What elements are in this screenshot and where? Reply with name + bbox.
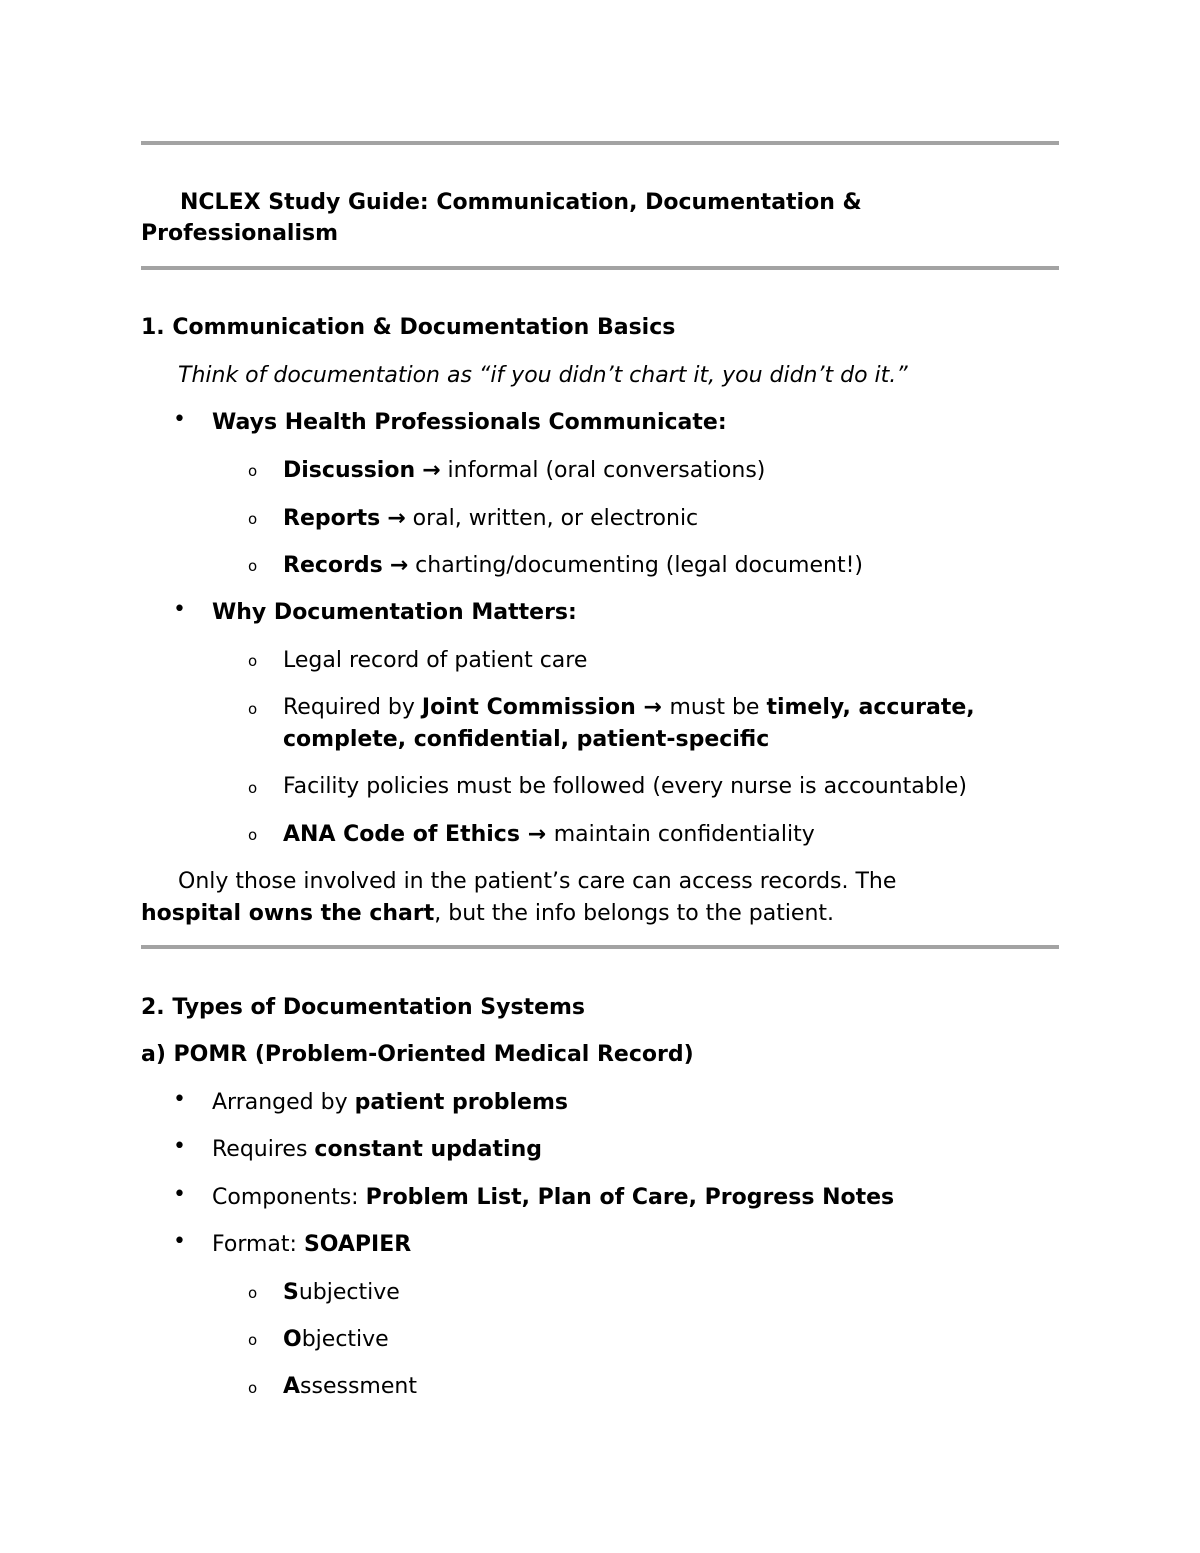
doc-title-line1: NCLEX Study Guide: Communication, Documentation & (180, 190, 862, 215)
item-term: Reports (283, 506, 381, 531)
text-span: patient problems (354, 1090, 568, 1115)
sub-bullet-icon: o (248, 700, 258, 718)
closing-line2 (141, 898, 834, 930)
section2-heading: 2. Types of Documentation Systems (141, 995, 586, 1020)
sub-bullet-icon: o (248, 510, 258, 528)
list-item (283, 503, 698, 535)
arrow-glyph: → (635, 695, 670, 720)
why-item-2 (283, 692, 975, 724)
why-item-2-cont: complete, confidential, patient-specific (283, 727, 770, 752)
sub-bullet-icon: o (248, 826, 258, 844)
text-span: , but the info belongs to the patient. (434, 901, 835, 926)
bullet-icon: • (173, 1182, 186, 1207)
text-span: Arranged by (212, 1090, 355, 1115)
text-span: hospital owns the chart (141, 901, 435, 926)
text-span: O (283, 1327, 302, 1352)
arrow-glyph: → (389, 553, 409, 578)
arrow-glyph: → (519, 822, 554, 847)
sub-bullet-icon: o (248, 1379, 258, 1397)
text-span: Components: (212, 1185, 366, 1210)
sub-bullet-icon: o (248, 557, 258, 575)
sub-bullet-icon: o (248, 1284, 258, 1302)
why-item-3: Facility policies must be followed (every nurse is accountable) (283, 774, 967, 799)
sub-bullet-icon: o (248, 462, 258, 480)
bullet-icon: • (173, 1134, 186, 1159)
closing-line1: Only those involved in the patient’s care can access records. The (178, 869, 897, 894)
bullet-icon: • (173, 1087, 186, 1112)
text-span: bjective (301, 1327, 389, 1352)
list-item (212, 1182, 894, 1214)
text-span: ANA Code of Ethics (283, 822, 520, 847)
text-span: timely, accurate, (766, 695, 975, 720)
text-span: ubjective (298, 1280, 400, 1305)
text-span: SOAPIER (303, 1232, 412, 1257)
arrow-glyph: → (387, 506, 406, 531)
why-label: Why Documentation Matters: (212, 600, 577, 625)
horizontal-rule (141, 945, 1059, 949)
text-span: maintain confidentiality (553, 822, 815, 847)
arrow-glyph: → (422, 458, 441, 483)
text-span: Requires (212, 1137, 315, 1162)
section2-subheading: a) POMR (Problem-Oriented Medical Record) (141, 1042, 694, 1067)
text-span: Problem List, Plan of Care, Progress Notes (365, 1185, 895, 1210)
item-term: Discussion (283, 458, 416, 483)
item-desc: informal (oral conversations) (440, 458, 766, 483)
text-span: Joint Commission (421, 695, 636, 720)
why-item-1: Legal record of patient care (283, 648, 588, 673)
ways-label: Ways Health Professionals Communicate: (212, 410, 727, 435)
list-item (212, 1087, 568, 1119)
list-item (212, 1229, 411, 1261)
bullet-icon: • (173, 1229, 186, 1254)
text-span: ssessment (300, 1374, 417, 1399)
list-item (283, 550, 863, 582)
list-item (283, 1277, 400, 1309)
horizontal-rule (141, 266, 1059, 270)
why-item-4 (283, 819, 815, 851)
item-desc: oral, written, or electronic (405, 506, 699, 531)
list-item (283, 455, 765, 487)
text-span: Required by (283, 695, 422, 720)
doc-title-line2: Professionalism (141, 221, 339, 246)
text-span: S (283, 1280, 299, 1305)
sub-bullet-icon: o (248, 779, 258, 797)
list-item (283, 1371, 417, 1403)
text-span: constant updating (314, 1137, 542, 1162)
sub-bullet-icon: o (248, 1331, 258, 1349)
bullet-icon: • (173, 597, 186, 622)
sub-bullet-icon: o (248, 652, 258, 670)
horizontal-rule (141, 141, 1059, 145)
list-item (212, 1134, 542, 1166)
text-span: must be (669, 695, 767, 720)
item-term: Records (283, 553, 383, 578)
section1-heading: 1. Communication & Documentation Basics (141, 315, 676, 340)
bullet-icon: • (173, 407, 186, 432)
item-desc: charting/documenting (legal document!) (408, 553, 863, 578)
list-item (283, 1324, 389, 1356)
section1-intro: Think of documentation as “if you didn’t chart it, you didn’t do it.” (178, 363, 908, 388)
text-span: Format: (212, 1232, 304, 1257)
text-span: A (283, 1374, 301, 1399)
